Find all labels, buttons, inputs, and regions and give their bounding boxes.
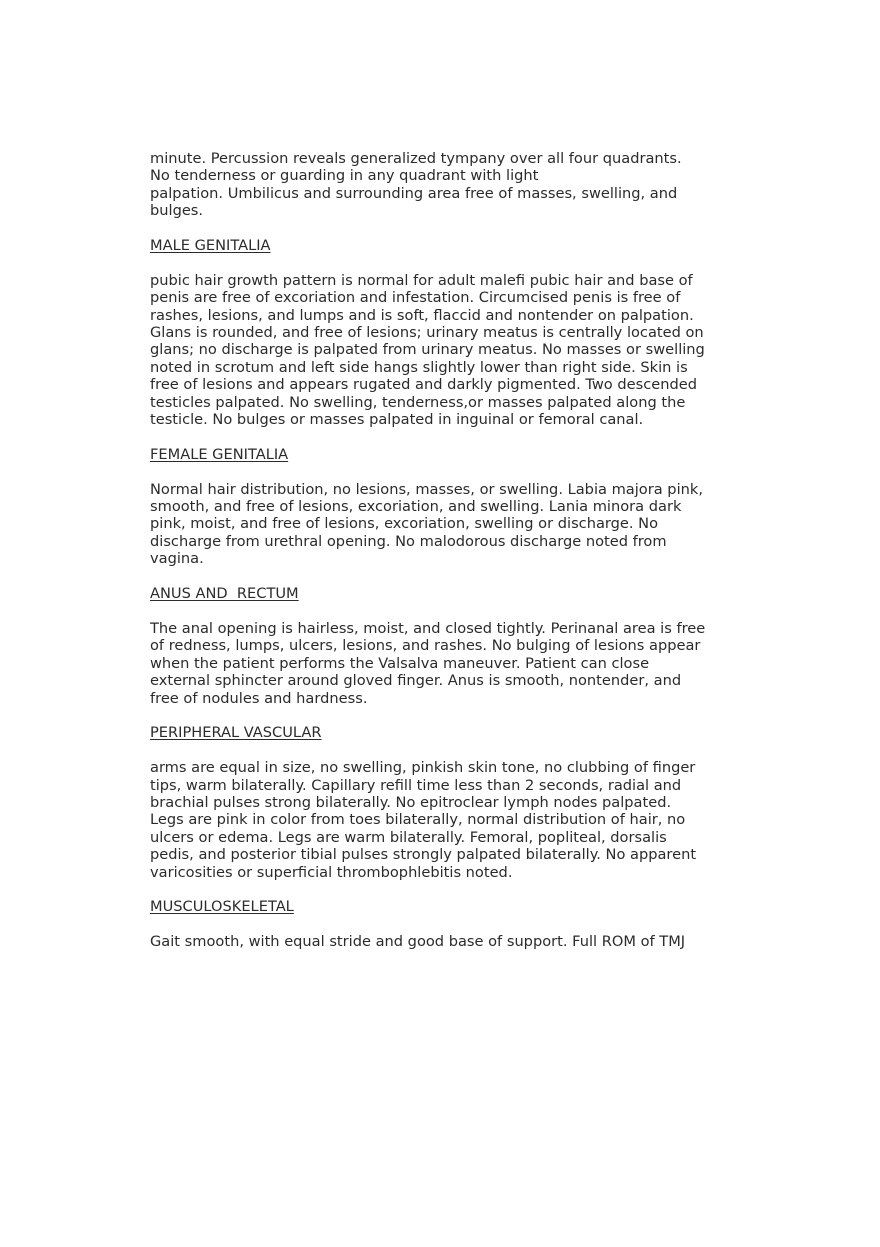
section-body-male-genitalia: pubic hair growth pattern is normal for adult malefi pubic hair and base of penis are free of excoriation and infestation. Circumcised penis is free of rashes, lesions, and lumps and is soft, flaccid and nontender on palpation. Glans is rounded, and free of lesions; urinary meatus is centrally located on glans; no discharge is palpated from urinary meatus. No masses or swelling noted in scrotum and left side hangs slightly lower than right side. Skin is free of lesions and appears rugated and darkly pigmented. Two descended testicles palpated. No swelling, tenderness,or masses palpated along the testicle. No bulges or masses palpated in inguinal or femoral canal.: [150, 271, 705, 429]
section-heading-musculoskeletal: MUSCULOSKELETAL: [150, 898, 294, 916]
section-heading-female-genitalia: FEMALE GENITALIA: [150, 445, 289, 463]
section-body-peripheral-vascular: arms are equal in size, no swelling, pinkish skin tone, no clubbing of finger tips, warm bilaterally. Capillary refill time less than 2 seconds, radial and brachial pulses strong bilaterally. No epitroclear lymph nodes palpated. Legs are pink in color from toes bilaterally, normal distribution of hair, no ulcers or edema. Legs are warm bilaterally. Femoral, popliteal, dorsalis pedis, and posterior tibial pulses strongly palpated bilaterally. No apparent varicosities or superficial thrombophlebitis noted.: [150, 759, 697, 881]
section-heading-peripheral-vascular: PERIPHERAL VASCULAR: [150, 724, 322, 742]
section-body-female-genitalia: Normal hair distribution, no lesions, masses, or swelling. Labia majora pink, smooth, and free of lesions, excoriation, and swelling. Lania minora dark pink, moist, and free of lesions, excoriation, swelling or discharge. No discharge from urethral opening. No malodorous discharge noted from vagina.: [150, 480, 703, 568]
intro-paragraph: minute. Percussion reveals generalized tympany over all four quadrants. No tenderness or guarding in any quadrant with light palpation. Umbilicus and surrounding area free of masses, swelling, and bulges.: [150, 150, 682, 220]
section-heading-male-genitalia: MALE GENITALIA: [150, 237, 271, 255]
section-heading-anus-and-rectum: ANUS AND RECTUM: [150, 585, 299, 603]
document-content: [150, 150, 740, 968]
section-body-musculoskeletal: Gait smooth, with equal stride and good base of support. Full ROM of TMJ: [150, 933, 686, 951]
section-body-anus-and-rectum: The anal opening is hairless, moist, and closed tightly. Perinanal area is free of redness, lumps, ulcers, lesions, and rashes. No bulging of lesions appear when the patient performs the Valsalva maneuver. Patient can close external sphincter around gloved finger. Anus is smooth, nontender, and free of nodules and hardness.: [150, 619, 706, 707]
